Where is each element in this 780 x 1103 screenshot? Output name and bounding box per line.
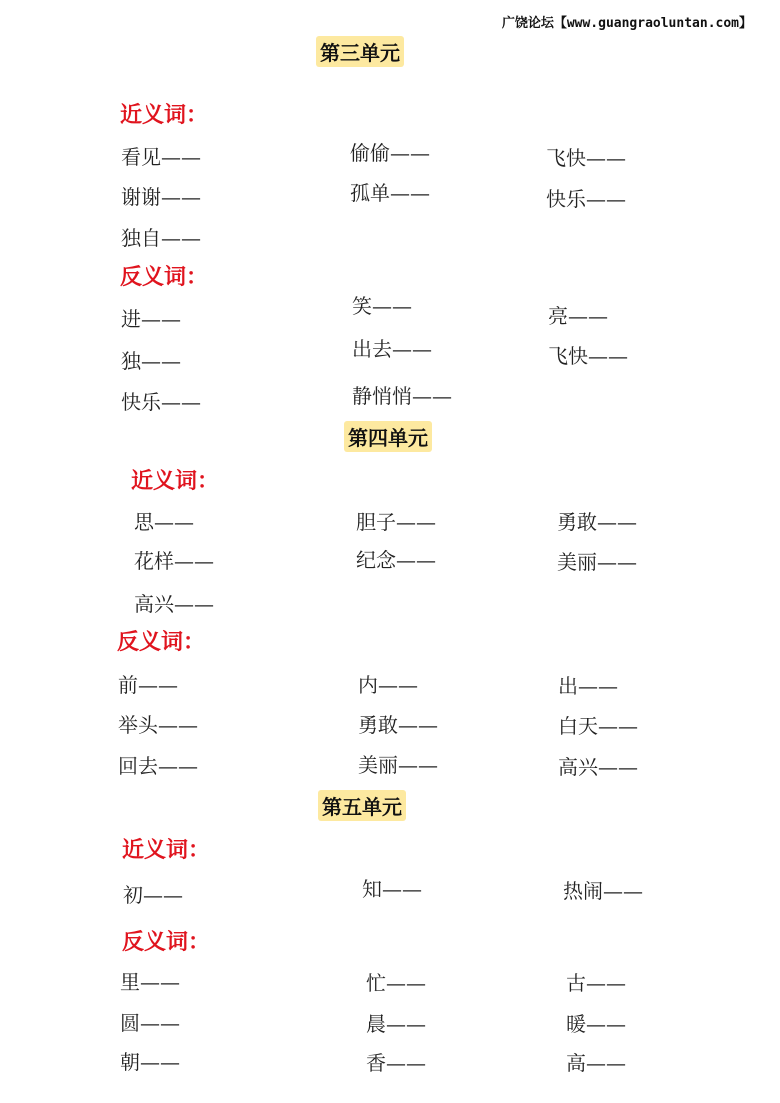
unit4-antonym-item: 内—— xyxy=(358,673,418,697)
unit3-synonym-item: 快乐—— xyxy=(546,187,626,211)
unit5-antonym-heading: 反义词： xyxy=(122,929,211,955)
unit3-synonym-item: 看见—— xyxy=(121,145,201,169)
unit4-antonym-item: 高兴—— xyxy=(558,755,638,779)
unit3-antonym-item: 出去—— xyxy=(352,337,432,361)
unit5-antonym-item: 圆—— xyxy=(120,1011,180,1035)
unit4-antonym-item: 举头—— xyxy=(118,713,198,737)
unit3-synonym-item: 飞快—— xyxy=(546,146,626,170)
unit4-synonym-heading: 近义词： xyxy=(131,468,220,494)
unit3-synonym-item: 偷偷—— xyxy=(350,141,430,165)
unit5-title: 第五单元 xyxy=(318,790,406,821)
unit4-antonym-item: 美丽—— xyxy=(358,753,438,777)
unit4-antonym-item: 白天—— xyxy=(558,714,638,738)
unit4-antonym-item: 回去—— xyxy=(118,754,198,778)
unit3-antonym-item: 亮—— xyxy=(548,304,608,328)
unit5-antonym-item: 晨—— xyxy=(366,1012,426,1036)
unit4-antonym-item: 出—— xyxy=(558,674,618,698)
unit4-title: 第四单元 xyxy=(344,421,432,452)
unit5-antonym-item: 里—— xyxy=(120,970,180,994)
unit5-antonym-item: 朝—— xyxy=(120,1050,180,1074)
unit4-synonym-item: 花样—— xyxy=(134,549,214,573)
unit3-title: 第三单元 xyxy=(316,36,404,67)
unit4-antonym-item: 勇敢—— xyxy=(358,713,438,737)
unit3-antonym-heading: 反义词： xyxy=(120,264,209,290)
unit4-antonym-item: 前—— xyxy=(118,673,178,697)
unit5-antonym-item: 古—— xyxy=(566,971,626,995)
unit3-antonym-item: 独—— xyxy=(121,349,181,373)
unit5-antonym-item: 高—— xyxy=(566,1051,626,1075)
unit4-synonym-item: 美丽—— xyxy=(557,550,637,574)
unit4-synonym-item: 胆子—— xyxy=(356,510,436,534)
unit4-synonym-item: 勇敢—— xyxy=(557,510,637,534)
unit5-antonym-item: 忙—— xyxy=(366,971,426,995)
unit3-antonym-item: 静悄悄—— xyxy=(352,384,452,408)
unit4-antonym-heading: 反义词： xyxy=(117,629,206,655)
unit4-synonym-item: 高兴—— xyxy=(134,592,214,616)
site-watermark: 广饶论坛【www.guangraoluntan.com】 xyxy=(501,16,752,31)
unit5-synonym-heading: 近义词： xyxy=(122,837,211,863)
unit5-antonym-item: 香—— xyxy=(366,1051,426,1075)
unit3-antonym-item: 快乐—— xyxy=(121,390,201,414)
unit3-synonym-item: 孤单—— xyxy=(350,181,430,205)
unit3-antonym-item: 飞快—— xyxy=(548,344,628,368)
unit5-antonym-item: 暖—— xyxy=(566,1012,626,1036)
unit3-synonym-item: 独自—— xyxy=(121,226,201,250)
unit3-synonym-item: 谢谢—— xyxy=(121,185,201,209)
unit4-synonym-item: 思—— xyxy=(134,510,194,534)
unit5-synonym-item: 知—— xyxy=(362,877,422,901)
unit5-synonym-item: 初—— xyxy=(123,883,183,907)
unit3-antonym-item: 笑—— xyxy=(352,294,412,318)
unit4-synonym-item: 纪念—— xyxy=(356,548,436,572)
unit3-antonym-item: 进—— xyxy=(121,307,181,331)
unit3-synonym-heading: 近义词： xyxy=(120,102,209,128)
unit5-synonym-item: 热闹—— xyxy=(563,879,643,903)
